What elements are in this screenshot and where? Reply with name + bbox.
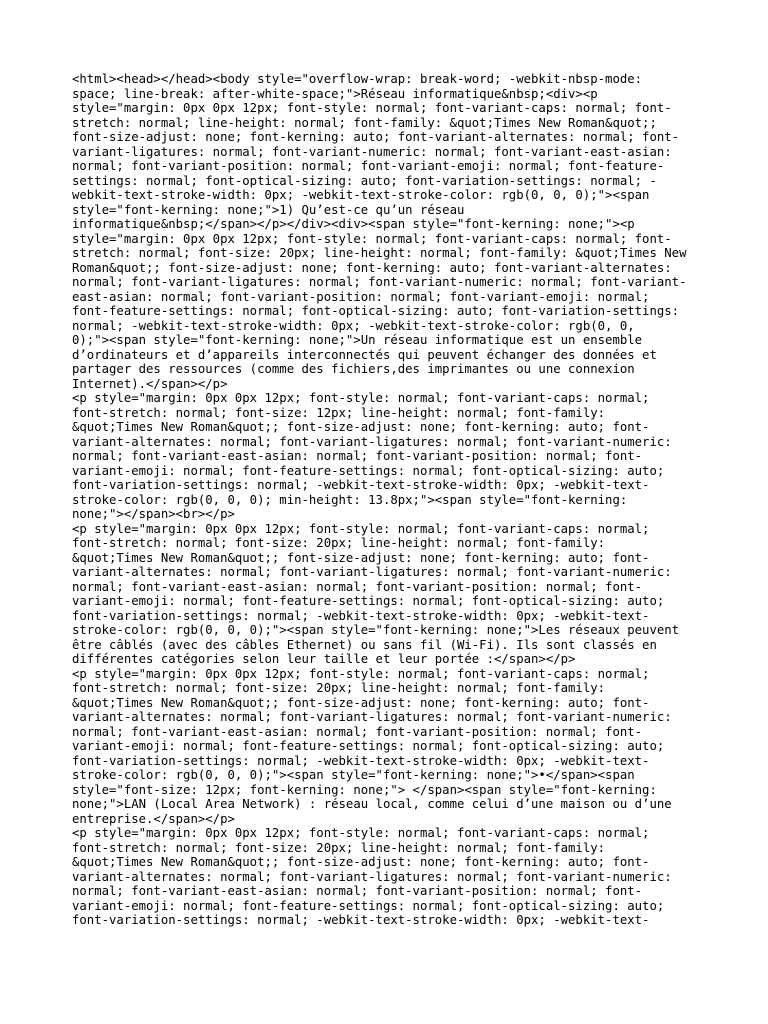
text-line: &quot;Times New Roman&quot;; font-size-adjust: none; font-kerning: auto; font-	[72, 855, 650, 869]
text-line: stretch: normal; font-size: 20px; line-height: normal; font-family: &quot;Times New	[72, 246, 687, 260]
text-line: font-variation-settings: normal; -webkit-text-stroke-width: 0px; -webkit-text-	[72, 478, 650, 492]
text-line: normal; font-variant-east-asian: normal; font-variant-position: normal; font-	[72, 449, 643, 463]
text-line: variant-emoji: normal; font-feature-settings: normal; font-optical-sizing: auto;	[72, 898, 665, 913]
text-line: variant-alternates: normal; font-variant-ligatures: normal; font-variant-numeric:	[72, 869, 672, 884]
text-line: &quot;Times New Roman&quot;; font-size-adjust: none; font-kerning: auto; font-	[72, 420, 650, 434]
text-line: variant-emoji: normal; font-feature-settings: normal; font-optical-sizing: auto;	[72, 463, 665, 478]
text-line: stroke-color: rgb(0, 0, 0);"><span style="font-kerning: none;">Les réseaux peuvent	[72, 623, 680, 637]
text-line: webkit-text-stroke-width: 0px; -webkit-text-stroke-color: rgb(0, 0, 0);"><span	[72, 188, 650, 202]
text-line: font-variation-settings: normal; -webkit-text-stroke-width: 0px; -webkit-text-	[72, 753, 650, 768]
text-line: &quot;Times New Roman&quot;; font-size-adjust: none; font-kerning: auto; font-	[72, 695, 650, 710]
text-line: d’ordinateurs et d’appareils interconnectés qui peuvent échanger des données et	[72, 347, 657, 362]
text-line: variant-alternates: normal; font-variant-ligatures: normal; font-variant-numeric:	[72, 434, 672, 449]
text-line: style="margin: 0px 0px 12px; font-style: normal; font-variant-caps: normal; font-	[72, 101, 672, 115]
text-line: style="margin: 0px 0px 12px; font-style: normal; font-variant-caps: normal; font-	[72, 231, 672, 246]
text-line: variant-alternates: normal; font-variant-ligatures: normal; font-variant-numeric:	[72, 565, 672, 579]
text-line: <html><head></head><body style="overflow-wrap: break-word; -webkit-nbsp-mode:	[72, 72, 643, 86]
text-line: différentes catégories selon leur taille et leur portée :</span></p>	[72, 652, 576, 666]
text-line: font-variation-settings: normal; -webkit-text-stroke-width: 0px; -webkit-text-	[72, 608, 650, 623]
text-line: être câblés (avec des câbles Ethernet) ou sans fil (Wi-Fi). Ils sont classés en	[72, 637, 657, 652]
text-line: &quot;Times New Roman&quot;; font-size-adjust: none; font-kerning: auto; font-	[72, 550, 650, 565]
text-line: Roman&quot;; font-size-adjust: none; font-kerning: auto; font-variant-alternates:	[72, 260, 672, 275]
text-line: normal; font-variant-east-asian: normal; font-variant-position: normal; font-	[72, 579, 643, 594]
text-line: 0);"><span style="font-kerning: none;">Un réseau informatique est un ensemble	[72, 333, 643, 347]
text-line: none;"></span><br></p>	[72, 507, 235, 521]
text-line: style="font-kerning: none;">1) Qu’est-ce qu’un réseau	[72, 202, 465, 217]
text-line: font-size-adjust: none; font-kerning: auto; font-variant-alternates: normal; font-	[72, 130, 680, 144]
text-line: normal; font-variant-east-asian: normal; font-variant-position: normal; font-	[72, 724, 643, 739]
text-line: settings: normal; font-optical-sizing: auto; font-variation-settings: normal; -	[72, 173, 657, 188]
text-line: variant-emoji: normal; font-feature-settings: normal; font-optical-sizing: auto;	[72, 594, 665, 608]
text-line: normal; font-variant-ligatures: normal; font-variant-numeric: normal; font-variant-	[72, 275, 687, 289]
text-line: stroke-color: rgb(0, 0, 0); min-height: 13.8px;"><span style="font-kerning:	[72, 492, 628, 507]
text-line: east-asian: normal; font-variant-position: normal; font-variant-emoji: normal;	[72, 289, 650, 304]
text-line: stretch: normal; line-height: normal; font-family: &quot;Times New Roman&quot;;	[72, 115, 657, 130]
text-line: <p style="margin: 0px 0px 12px; font-style: normal; font-variant-caps: normal;	[72, 521, 650, 536]
text-line: partager des ressources (comme des fichiers,des imprimantes ou une connexion	[72, 362, 635, 376]
text-line: normal; -webkit-text-stroke-width: 0px; -webkit-text-stroke-color: rgb(0, 0,	[72, 318, 635, 333]
text-line: informatique&nbsp;</span></p></div><div><span style="font-kerning: none;"><p	[72, 217, 635, 231]
document-page	[72, 72, 698, 928]
text-line: font-stretch: normal; font-size: 12px; line-height: normal; font-family:	[72, 405, 606, 420]
text-line: style="font-size: 12px; font-kerning: none;"> </span><span style="font-kerning:	[72, 782, 657, 797]
text-line: font-feature-settings: normal; font-optical-sizing: auto; font-variation-settings:	[72, 304, 680, 318]
text-line: none;">LAN (Local Area Network) : réseau local, comme celui d’une maison ou d’une	[72, 797, 672, 811]
text-line: normal; font-variant-position: normal; font-variant-emoji: normal; font-feature-	[72, 159, 665, 173]
text-line: font-variation-settings: normal; -webkit-text-stroke-width: 0px; -webkit-text-	[72, 913, 650, 927]
text-line: stroke-color: rgb(0, 0, 0);"><span style="font-kerning: none;">•</span><span	[72, 768, 635, 782]
text-line: variant-alternates: normal; font-variant-ligatures: normal; font-variant-numeric:	[72, 710, 672, 724]
text-line: normal; font-variant-east-asian: normal; font-variant-position: normal; font-	[72, 884, 643, 898]
text-line: font-stretch: normal; font-size: 20px; line-height: normal; font-family:	[72, 840, 606, 855]
text-line: <p style="margin: 0px 0px 12px; font-style: normal; font-variant-caps: normal;	[72, 666, 650, 681]
text-line: entreprise.</span></p>	[72, 811, 235, 826]
text-line: font-stretch: normal; font-size: 20px; line-height: normal; font-family:	[72, 681, 606, 695]
text-line: font-stretch: normal; font-size: 20px; line-height: normal; font-family:	[72, 536, 606, 550]
text-line: variant-emoji: normal; font-feature-settings: normal; font-optical-sizing: auto;	[72, 739, 665, 753]
text-line: variant-ligatures: normal; font-variant-numeric: normal; font-variant-east-asian:	[72, 144, 672, 159]
text-line: space; line-break: after-white-space;">Réseau informatique&nbsp;<div><p	[72, 86, 598, 101]
text-line: <p style="margin: 0px 0px 12px; font-style: normal; font-variant-caps: normal;	[72, 826, 650, 840]
text-line: Internet).</span></p>	[72, 376, 228, 391]
text-line: <p style="margin: 0px 0px 12px; font-style: normal; font-variant-caps: normal;	[72, 391, 650, 405]
